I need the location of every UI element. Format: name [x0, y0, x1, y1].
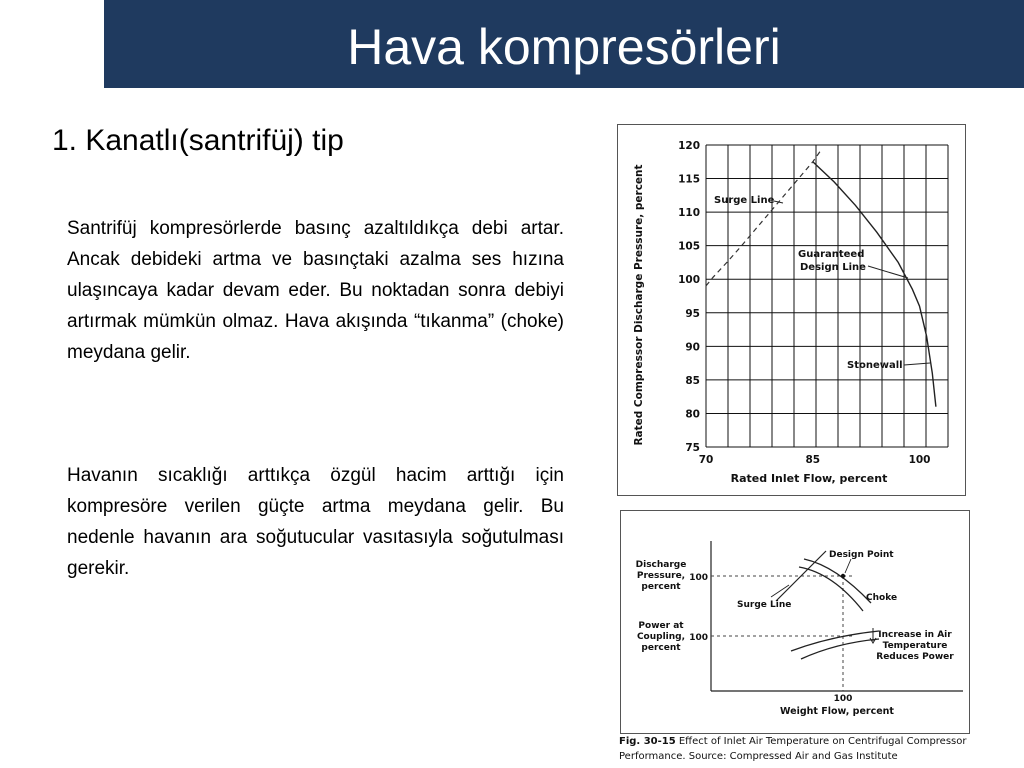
figure-caption-text: Effect of Inlet Air Temperature on Centrifugal Compressor Performance. Source: Compressed Air and Gas Institute — [619, 736, 967, 762]
x-axis-label: Rated Inlet Flow, percent — [730, 472, 888, 485]
y-axis-label: Rated Compressor Discharge Pressure, percent — [633, 164, 645, 446]
power-label-1: Power at — [638, 621, 684, 631]
discharge-label-1: Discharge — [635, 560, 687, 570]
y-tick-label: 100 — [678, 274, 700, 287]
annotation-increase-3: Reduces Power — [876, 652, 954, 662]
annotation-guaranteed: Guaranteed — [798, 249, 865, 260]
annotation-choke: Choke — [866, 593, 898, 603]
figure-number: Fig. 30-15 — [619, 736, 676, 747]
y-tick-label: 115 — [678, 173, 700, 186]
x-tick-label: 100 — [908, 454, 931, 466]
paragraph-temperature: Havanın sıcaklığı arttıkça özgül hacim arttığı için kompresöre verilen güçte artma meydana gelir. Bu nedenle havanın ara soğutucular vasıtasıyla soğutulması gerekir. — [67, 465, 564, 579]
x-axis-label: Weight Flow, percent — [780, 706, 894, 717]
power-curve-hot — [801, 639, 879, 659]
power-label-3: percent — [641, 643, 681, 653]
annotation-design-point: Design Point — [829, 550, 894, 560]
y-tick-label: 120 — [678, 140, 700, 152]
annotation-pointer — [845, 559, 851, 573]
compressor-curve-figure — [617, 124, 966, 496]
discharge-label-2: Pressure, — [636, 571, 686, 581]
annotation-surge-line: Surge Line — [737, 600, 792, 610]
paragraph-choke: Santrifüj kompresörlerde basınç azaltıldıkça debi artar. Ancak debideki artma ve basınçtaki azalma ses hızına ulaşıncaya kadar devam eder. Bu noktadan sonra debiyi artırmak mümkün olmaz. Hava akışında “tıkanma” (choke) meydana gelir. — [67, 218, 564, 363]
annotation-surge-line: Surge Line — [714, 195, 775, 206]
temperature-effect-chart — [621, 511, 969, 733]
y-tick-discharge: 100 — [689, 573, 708, 583]
y-tick-power: 100 — [689, 633, 708, 643]
compressor-curve-chart — [618, 125, 965, 495]
slide-title: Hava kompresörleri — [347, 19, 781, 75]
y-tick-label: 110 — [678, 207, 700, 220]
annotation-increase-1: Increase in Air — [878, 630, 952, 640]
y-tick-label: 80 — [685, 408, 700, 421]
y-tick-label: 105 — [678, 240, 700, 253]
x-tick-labels — [699, 454, 931, 466]
x-tick-label: 85 — [805, 454, 821, 466]
annotation-stonewall: Stonewall — [847, 360, 903, 371]
y-tick-labels — [678, 140, 700, 454]
x-tick-100: 100 — [833, 694, 853, 704]
annotation-increase-2: Temperature — [882, 641, 948, 651]
x-tick-label: 70 — [698, 454, 714, 466]
y-tick-label: 90 — [685, 341, 700, 354]
pressure-curve-hot — [799, 567, 863, 611]
discharge-label-3: percent — [641, 582, 681, 592]
annotation-design-line: Design Line — [800, 262, 866, 273]
temperature-effect-figure — [620, 510, 970, 734]
annotation-pointer — [868, 266, 908, 278]
design-point-marker — [841, 574, 845, 578]
power-label-2: Coupling, — [636, 632, 686, 642]
y-tick-label: 95 — [685, 307, 700, 320]
pressure-curve-cold — [804, 559, 871, 603]
title-bar — [104, 0, 1024, 88]
chart-grid — [706, 145, 948, 447]
y-tick-label: 85 — [685, 374, 700, 387]
section-heading: 1. Kanatlı(santrifüj) tip — [52, 124, 344, 157]
y-tick-label: 75 — [685, 442, 700, 454]
figure-caption — [619, 734, 1019, 764]
